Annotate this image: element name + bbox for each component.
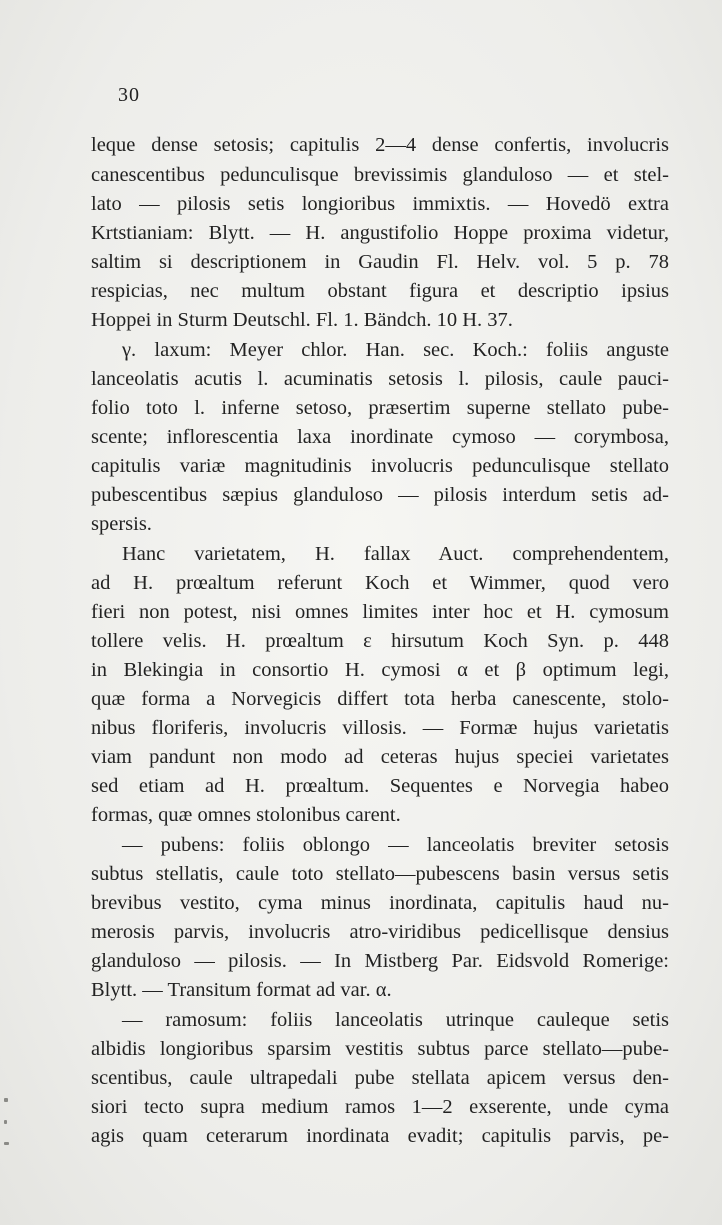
text-line: agis quam ceterarum inordinata evadit; capitulis parvis, pe- — [91, 1125, 669, 1147]
text-line: — ramosum: foliis lanceolatis utrinque cauleque setis — [122, 1009, 669, 1031]
text-line: pubescentibus sæpius glanduloso — pilosis interdum setis ad- — [91, 484, 669, 506]
text-line: Krtstianiam: Blytt. — H. angustifolio Hoppe proxima videtur, — [91, 222, 669, 244]
text-line: albidis longioribus sparsim vestitis subtus parce stellato—pube- — [91, 1038, 669, 1060]
text-line: merosis parvis, involucris atro-viridibus pedicellisque densius — [91, 921, 669, 943]
text-line: Blytt. — Transitum format ad var. α. — [91, 979, 392, 1001]
text-line: saltim si descriptionem in Gaudin Fl. Helv. vol. 5 p. 78 — [91, 251, 669, 273]
text-line: lanceolatis acutis l. acuminatis setosis l. pilosis, caule pauci- — [91, 368, 669, 390]
text-line: in Blekingia in consortio H. cymosi α et β optimum legi, — [91, 659, 669, 681]
text-line: scente; inflorescentia laxa inordinate cymoso — corymbosa, — [91, 426, 669, 448]
scan-speck — [4, 1142, 9, 1145]
scan-speck — [4, 1098, 8, 1102]
text-line: folio toto l. inferne setoso, præsertim superne stellato pube- — [91, 397, 669, 419]
text-line: formas, quæ omnes stolonibus carent. — [91, 804, 401, 826]
page-number: 30 — [118, 84, 140, 106]
text-line: quæ forma a Norvegicis differt tota herba canescente, stolo- — [91, 688, 669, 710]
scan-speck — [4, 1120, 7, 1124]
text-line: — pubens: foliis oblongo — lanceolatis breviter setosis — [122, 834, 669, 856]
text-line: spersis. — [91, 513, 152, 535]
text-line: scentibus, caule ultrapedali pube stellata apicem versus den- — [91, 1067, 669, 1089]
text-line: nibus floriferis, involucris villosis. — Formæ hujus varietatis — [91, 717, 669, 739]
text-line: γ. laxum: Meyer chlor. Han. sec. Koch.: foliis anguste — [122, 339, 669, 361]
text-line: respicias, nec multum obstant figura et descriptio ipsius — [91, 280, 669, 302]
text-line: glanduloso — pilosis. — In Mistberg Par. Eidsvold Romerige: — [91, 950, 669, 972]
text-line: subtus stellatis, caule toto stellato—pubescens basin versus setis — [91, 863, 669, 885]
text-line: viam pandunt non modo ad ceteras hujus speciei varietates — [91, 746, 669, 768]
text-line: brevibus vestito, cyma minus inordinata, capitulis haud nu- — [91, 892, 669, 914]
text-line: leque dense setosis; capitulis 2—4 dense confertis, involucris — [91, 134, 669, 156]
text-line: capitulis variæ magnitudinis involucris pedunculisque stellato — [91, 455, 669, 477]
text-line: Hoppei in Sturm Deutschl. Fl. 1. Bändch. 10 H. 37. — [91, 309, 513, 331]
text-line: fieri non potest, nisi omnes limites inter hoc et H. cymosum — [91, 601, 669, 623]
text-line: siori tecto supra medium ramos 1—2 exserente, unde cyma — [91, 1096, 669, 1118]
text-line: lato — pilosis setis longioribus immixtis. — Hovedö extra — [91, 193, 669, 215]
text-line: ad H. prœaltum referunt Koch et Wimmer, quod vero — [91, 572, 669, 594]
text-line: tollere velis. H. prœaltum ε hirsutum Koch Syn. p. 448 — [91, 630, 669, 652]
text-line: Hanc varietatem, H. fallax Auct. comprehendentem, — [122, 543, 669, 565]
text-line: sed etiam ad H. prœaltum. Sequentes e Norvegia habeo — [91, 775, 669, 797]
text-line: canescentibus pedunculisque brevissimis glanduloso — et stel- — [91, 164, 669, 186]
